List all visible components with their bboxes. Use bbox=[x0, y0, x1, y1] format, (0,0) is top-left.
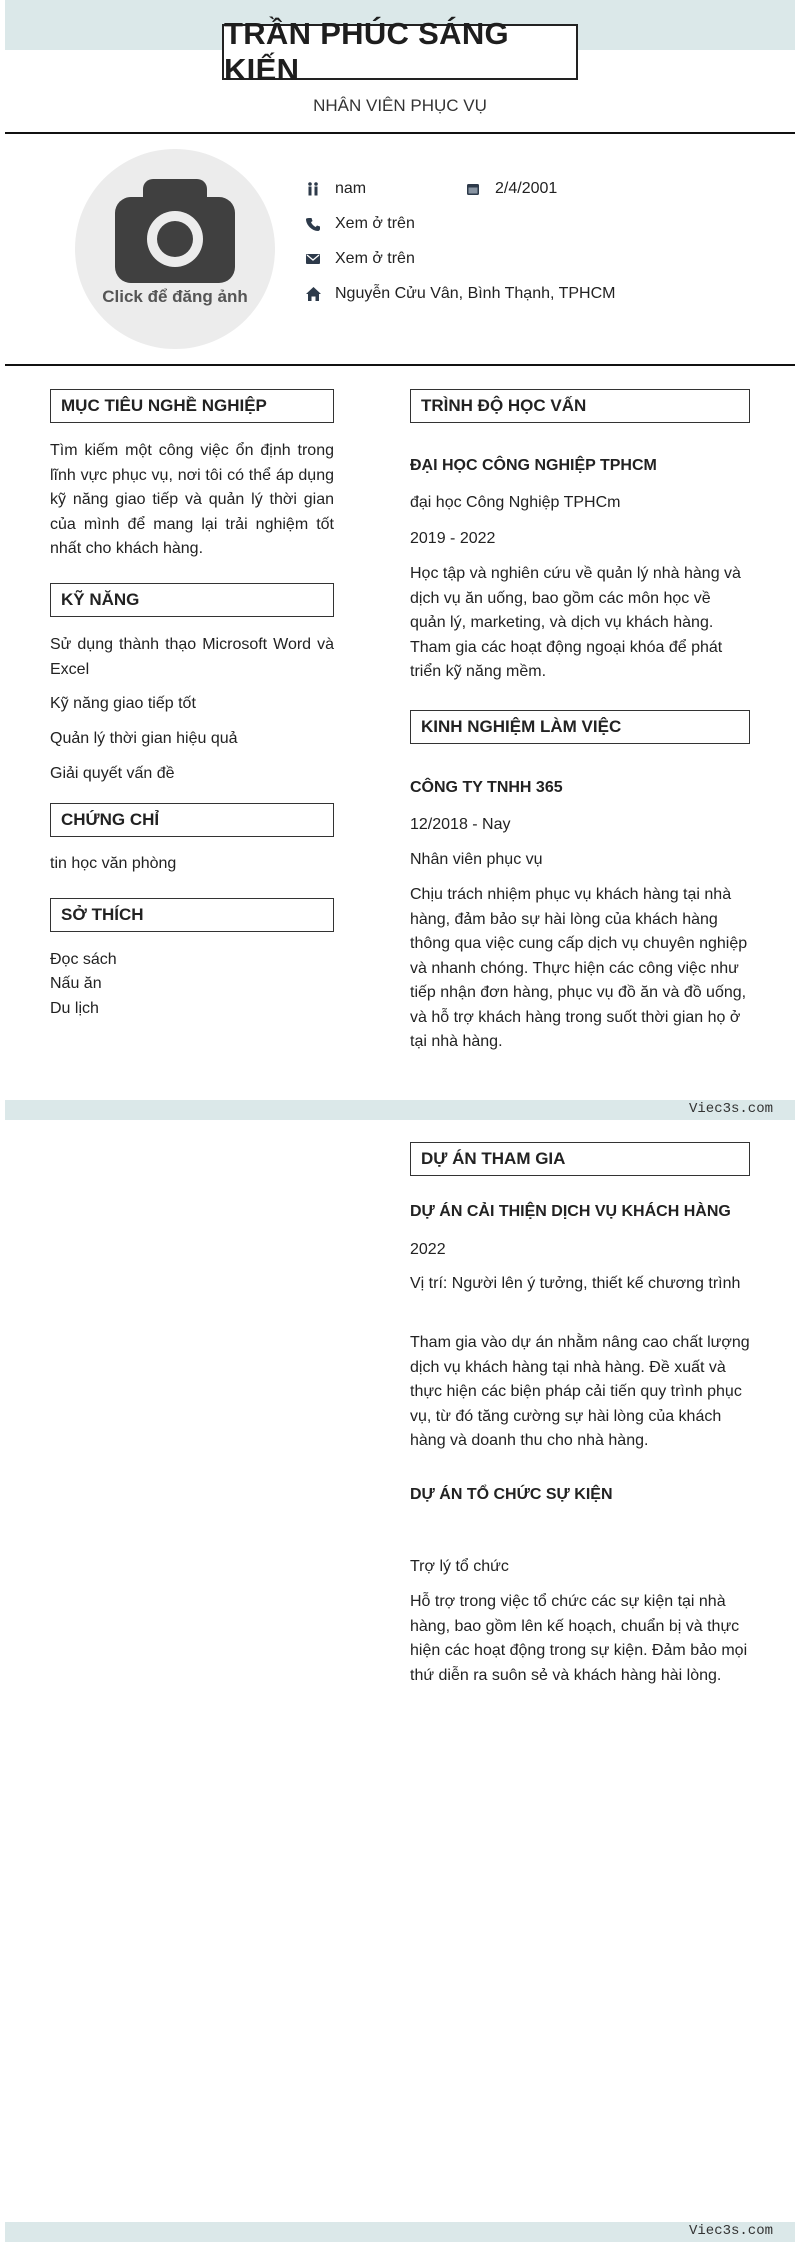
skill-item[interactable]: Sử dụng thành thạo Microsoft Word và Excel bbox=[50, 636, 334, 678]
job-position[interactable]: NHÂN VIÊN PHỤC VỤ bbox=[313, 96, 487, 115]
footer-brand: Viec3s.com bbox=[688, 1101, 773, 1117]
hobby-item[interactable]: Nấu ăn bbox=[50, 975, 102, 992]
birthday-value: 2/4/2001 bbox=[495, 180, 558, 197]
certificate-item[interactable]: tin học văn phòng bbox=[50, 855, 177, 872]
education-major[interactable]: đại học Công Nghiệp TPHCm bbox=[410, 494, 621, 511]
gender-value: nam bbox=[335, 180, 367, 197]
project-name[interactable]: DỰ ÁN CẢI THIỆN DỊCH VỤ KHÁCH HÀNG bbox=[410, 1203, 731, 1220]
project-role[interactable]: Trợ lý tổ chức bbox=[410, 1558, 509, 1575]
experience-period[interactable]: 12/2018 - Nay bbox=[410, 816, 511, 833]
projects-title[interactable]: DỰ ÁN THAM GIA bbox=[410, 1142, 750, 1176]
objective-title[interactable]: MỤC TIÊU NGHỀ NGHIỆP bbox=[50, 389, 334, 423]
project-description[interactable]: Hỗ trợ trong việc tổ chức các sự kiện tại nhà hàng, bao gồm lên kế hoạch, chuẩn bị và thực hiện các hoạt động trong sự kiện. Đảm bảo mọi thứ diễn ra suôn sẻ và khách hàng hài lòng. bbox=[410, 1593, 748, 1684]
address-value: Nguyễn Cửu Vân, Bình Thạnh, TPHCM bbox=[335, 285, 616, 302]
page-footer bbox=[5, 1100, 795, 1120]
avatar[interactable] bbox=[75, 149, 275, 349]
birthday-row[interactable] bbox=[465, 180, 557, 198]
skill-item[interactable]: Kỹ năng giao tiếp tốt bbox=[50, 695, 196, 712]
skill-item[interactable]: Giải quyết vấn đề bbox=[50, 765, 175, 782]
objective-text[interactable]: Tìm kiếm một công việc ổn định trong lĩnh vực phục vụ, nơi tôi có thể áp dụng kỹ năng giao tiếp và quản lý thời gian của mình để mang lại trải nghiệm tốt nhất cho khách hàng. bbox=[50, 442, 334, 557]
divider bbox=[5, 132, 795, 134]
project-role[interactable]: Vị trí: Người lên ý tưởng, thiết kế chương trình bbox=[410, 1275, 741, 1292]
phone-value: Xem ở trên bbox=[335, 215, 415, 232]
gender-icon bbox=[305, 181, 321, 197]
project-name[interactable]: DỰ ÁN TỔ CHỨC SỰ KIỆN bbox=[410, 1486, 613, 1503]
education-school[interactable]: ĐẠI HỌC CÔNG NGHIỆP TPHCM bbox=[410, 457, 657, 474]
education-period[interactable]: 2019 - 2022 bbox=[410, 530, 496, 547]
email-value: Xem ở trên bbox=[335, 250, 415, 267]
education-title[interactable]: TRÌNH ĐỘ HỌC VẤN bbox=[410, 389, 750, 423]
experience-title[interactable]: KINH NGHIỆM LÀM VIỆC bbox=[410, 710, 750, 744]
hobby-item[interactable]: Đọc sách bbox=[50, 951, 117, 968]
skill-item[interactable]: Quản lý thời gian hiệu quả bbox=[50, 730, 238, 747]
divider bbox=[5, 364, 795, 366]
candidate-name: TRẦN PHÚC SÁNG KIẾN bbox=[224, 16, 509, 87]
name-box[interactable] bbox=[222, 16, 578, 87]
gender-row[interactable] bbox=[305, 180, 366, 198]
experience-description[interactable]: Chịu trách nhiệm phục vụ khách hàng tại nhà hàng, đảm bảo sự hài lòng của khách hàng thông qua việc cung cấp dịch vụ chuyên nghiệp và nhanh chóng. Thực hiện các công việc như tiếp nhận đơn hàng, phục vụ đồ ăn và đồ uống, và hỗ trợ khách hàng trong suốt thời gian họ ở tại nhà hàng. bbox=[410, 886, 748, 1050]
footer-brand: Viec3s.com bbox=[688, 2223, 773, 2239]
certificates-title[interactable]: CHỨNG CHỈ bbox=[50, 803, 334, 837]
education-description[interactable]: Học tập và nghiên cứu về quản lý nhà hàng và dịch vụ ăn uống, bao gồm các môn học về quản lý, marketing, và dịch vụ khách hàng. Tham gia các hoạt động ngoại khóa để phát triển kỹ năng mềm. bbox=[410, 565, 741, 680]
skills-title[interactable]: KỸ NĂNG bbox=[50, 583, 334, 617]
page-footer bbox=[5, 2222, 795, 2242]
address-row[interactable] bbox=[305, 285, 615, 303]
hobbies-title[interactable]: SỞ THÍCH bbox=[50, 898, 334, 932]
experience-role[interactable]: Nhân viên phục vụ bbox=[410, 851, 543, 868]
email-row[interactable] bbox=[305, 250, 415, 268]
project-description[interactable]: Tham gia vào dự án nhằm nâng cao chất lượng dịch vụ khách hàng tại nhà hàng. Đề xuất và thực hiện các biện pháp cải tiến quy trình phục vụ, từ đó tăng cường sự hài lòng của khách hàng và doanh thu cho nhà hàng. bbox=[410, 1334, 750, 1449]
calendar-icon bbox=[465, 181, 481, 197]
experience-company[interactable]: CÔNG TY TNHH 365 bbox=[410, 779, 563, 796]
email-icon bbox=[305, 251, 321, 267]
hobby-item[interactable]: Du lịch bbox=[50, 1000, 99, 1017]
avatar-caption: Click để đăng ảnh bbox=[102, 287, 248, 306]
phone-row[interactable] bbox=[305, 215, 415, 233]
camera-icon bbox=[115, 179, 235, 284]
phone-icon bbox=[305, 216, 321, 232]
project-year[interactable]: 2022 bbox=[410, 1241, 446, 1258]
home-icon bbox=[305, 286, 321, 302]
